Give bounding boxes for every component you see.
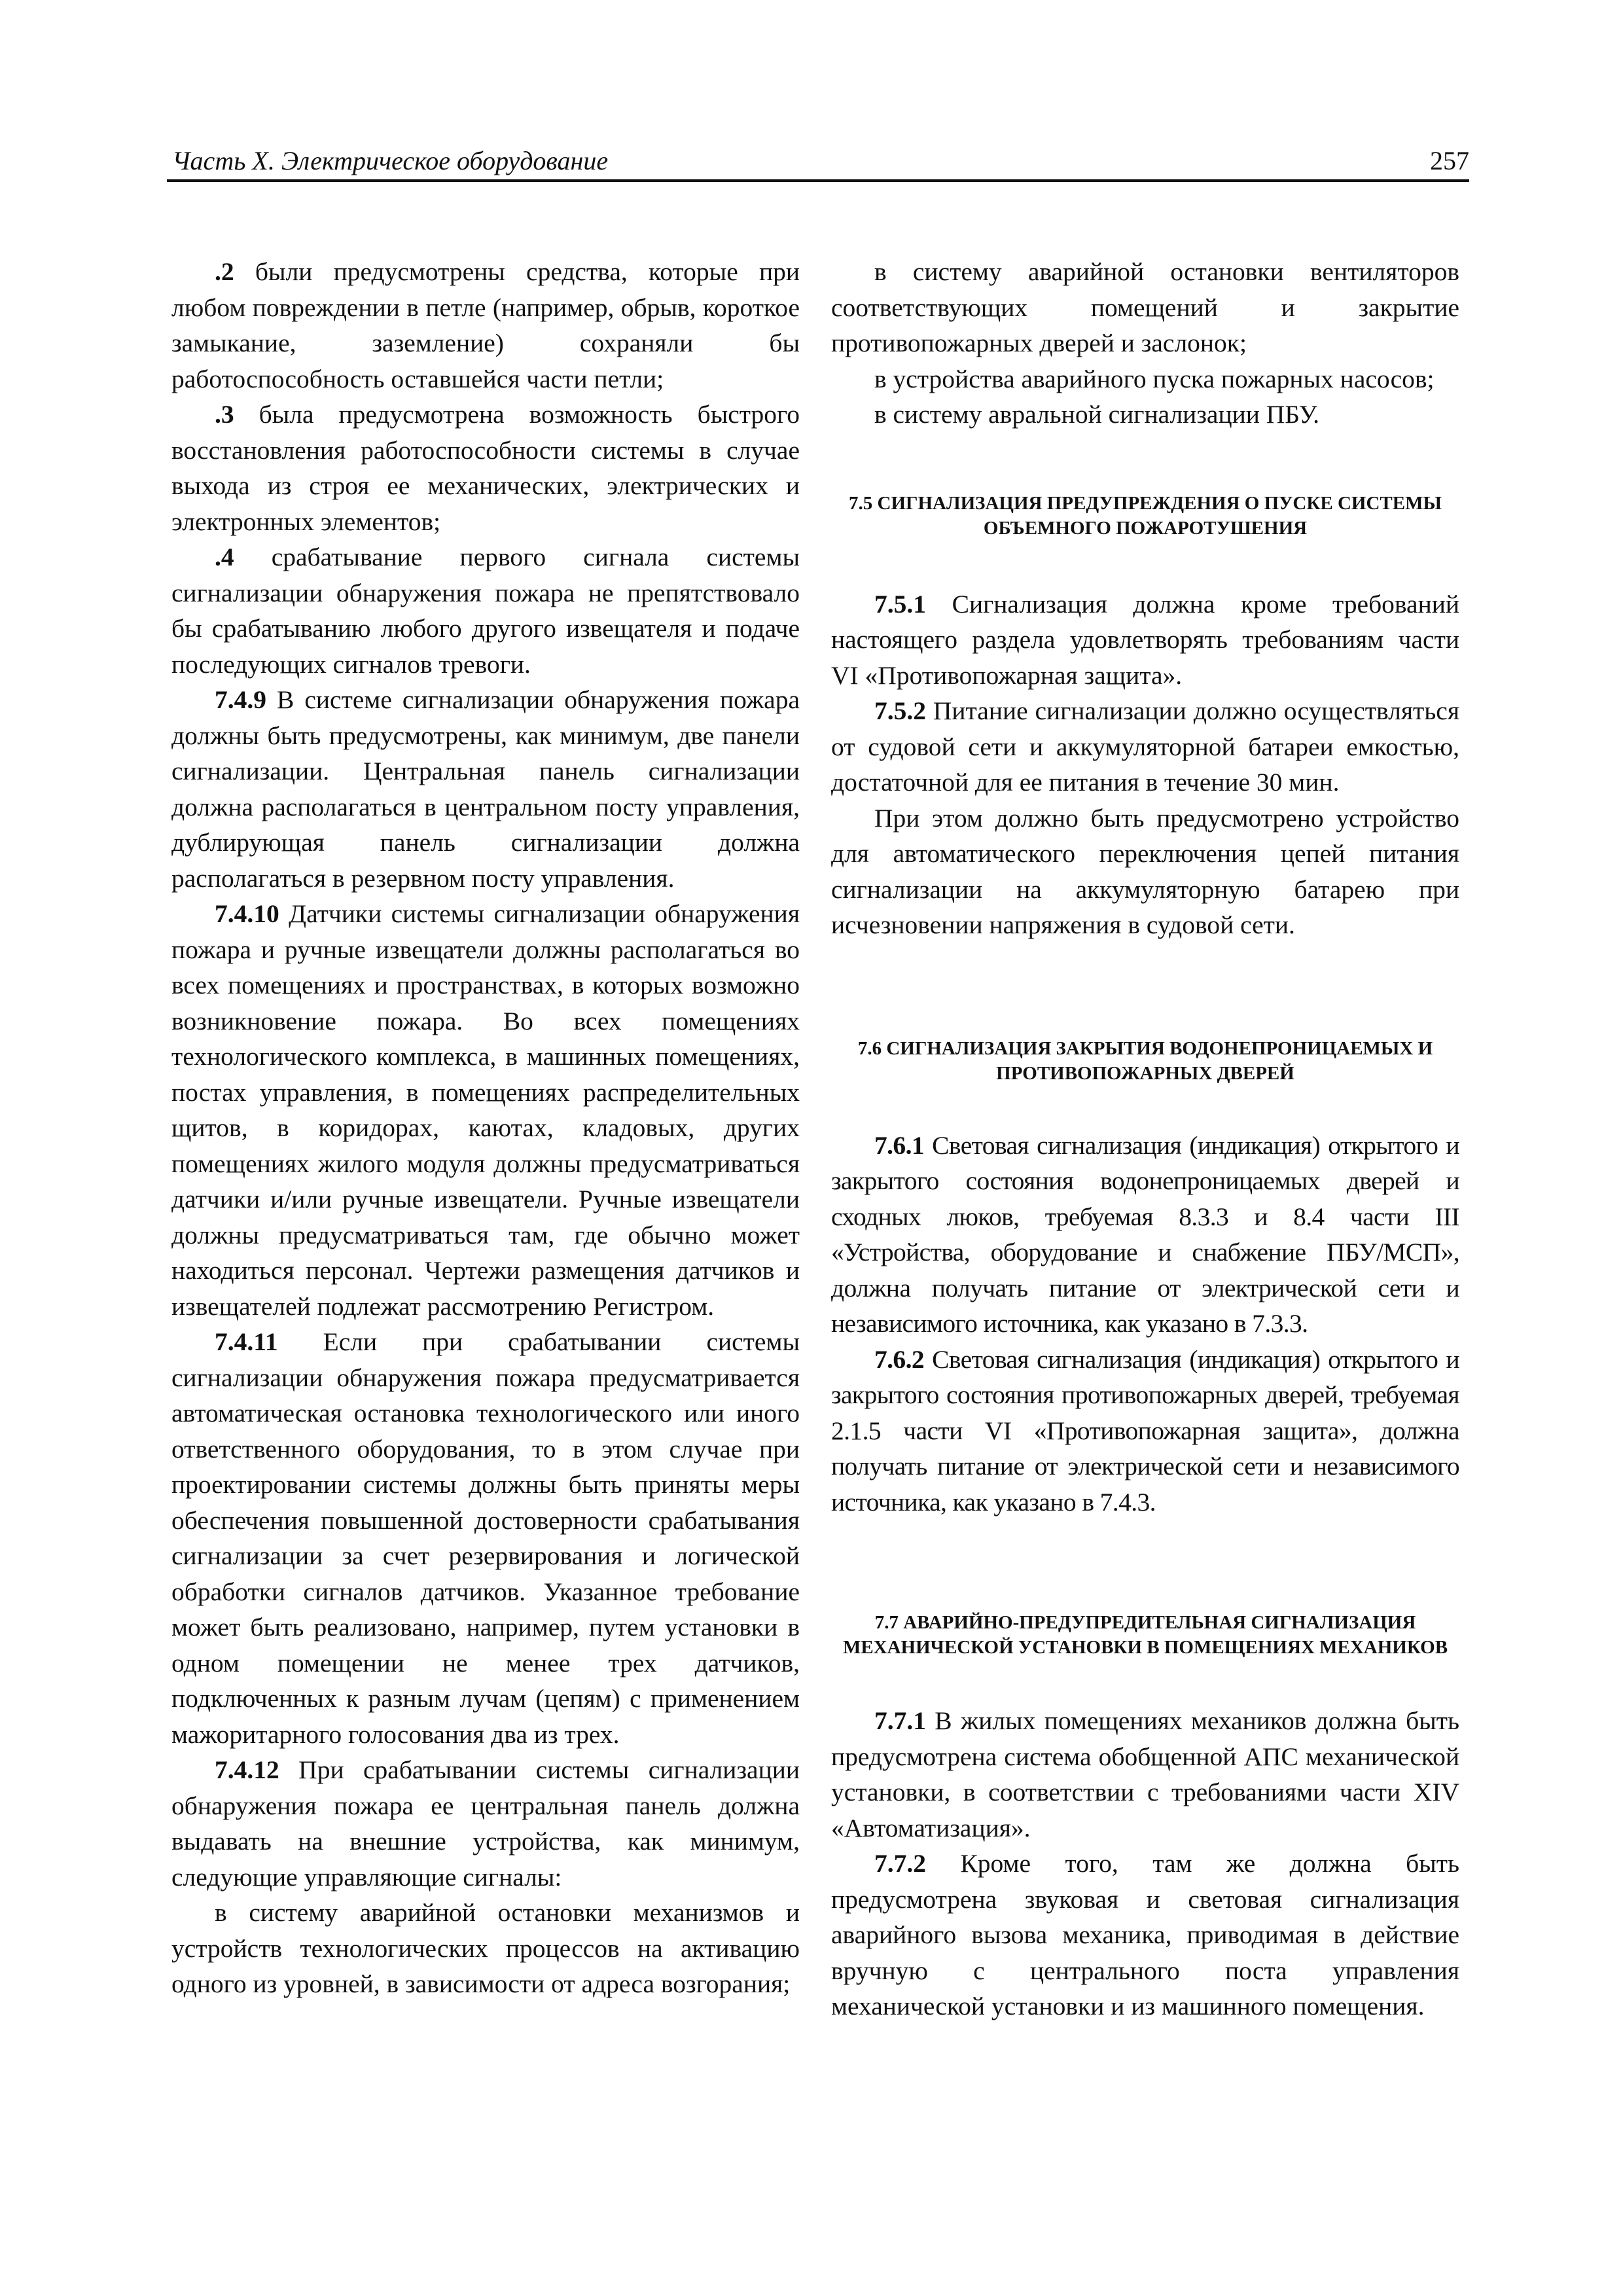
paragraph: в систему аварийной остановки механизмов и устройств технологических процессов на активацию одного из уровней, в зависимости от адреса возгорания; — [171, 1898, 800, 1998]
paragraph — [171, 896, 800, 1324]
paragraph — [171, 397, 800, 539]
paragraph — [831, 1703, 1459, 1846]
section-number: 7.4.9 — [215, 685, 266, 714]
paragraph — [171, 1752, 800, 1895]
section-number: 7.5.2 — [874, 696, 926, 725]
section-heading-7-6: 7.6 СИГНАЛИЗАЦИЯ ЗАКРЫТИЯ ВОДОНЕПРОНИЦАЕМЫХ И ПРОТИВОПОЖАРНЫХ ДВЕРЕЙ — [857, 1037, 1433, 1084]
paragraph: При этом должно быть предусмотрено устройство для автоматического переключения цепей питания сигнализации на аккумуляторную батарею при исчезновении напряжения в судовой сети. — [831, 803, 1459, 939]
item-number: .3 — [215, 400, 234, 429]
paragraph — [831, 693, 1459, 800]
paragraph — [831, 586, 1459, 694]
paragraph-text: Световая сигнализация (индикация) открытого и закрытого состояния противопожарных дверей, требуемая 2.1.5 части VI «Противопожарная защита», должна получать питание от электрической сети и независимого источника, как указано в 7.4.3. — [831, 1344, 1459, 1516]
paragraph — [171, 1324, 800, 1752]
item-number: .4 — [215, 543, 234, 571]
paragraph-text: Питание сигнализации должно осуществляться от судовой сети и аккумуляторной батареи емкостью, достаточной для ее питания в течение 30 мин. — [831, 696, 1459, 797]
section-number: 7.4.11 — [215, 1327, 278, 1356]
paragraph-text: При срабатывании системы сигнализации обнаружения пожара ее центральная панель должна выдавать на внешние устройства, как минимум, следующие управляющие сигналы: — [171, 1755, 800, 1892]
paragraph — [171, 254, 800, 397]
paragraph — [831, 1846, 1459, 2024]
section-number: 7.7.2 — [874, 1849, 926, 1878]
section-number: 7.4.10 — [215, 899, 279, 928]
paragraph: в устройства аварийного пуска пожарных насосов; — [874, 364, 1435, 393]
paragraph: в систему авральной сигнализации ПБУ. — [874, 400, 1319, 429]
paragraph-text: были предусмотрены средства, которые при любом повреждении в петле (например, обрыв, короткое замыкание, заземление) сохраняли бы работоспособность оставшейся части петли; — [171, 257, 800, 393]
running-header — [167, 145, 1469, 179]
section-number: 7.4.12 — [215, 1755, 279, 1784]
section-heading-7-5: 7.5 СИГНАЛИЗАЦИЯ ПРЕДУПРЕЖДЕНИЯ О ПУСКЕ СИСТЕМЫ ОБЪЕМНОГО ПОЖАРОТУШЕНИЯ — [849, 492, 1442, 539]
paragraph — [831, 1342, 1459, 1520]
paragraph-text: В жилых помещениях механиков должна быть предусмотрена система обобщенной АПС механической установки, в соответствии с требованиями части XIV «Автоматизация». — [831, 1706, 1459, 1842]
section-number: 7.6.1 — [874, 1130, 925, 1160]
paragraph — [831, 1128, 1459, 1342]
paragraph-text: Если при срабатывании системы сигнализации обнаружения пожара предусматривается автоматическая остановка технологического или иного ответственного оборудования, то в этом случае при проектировании системы должны быть приняты меры обеспечения повышенной достоверности срабатывания сигнализации за счет резервирования и логической обработки сигналов датчиков. Указанное требование может быть реализовано, например, путем установки в одном помещении не менее трех датчиков, подключенных к разным лучам (цепям) с применением мажоритарного голосования два из трех. — [171, 1327, 800, 1749]
item-number: .2 — [215, 257, 234, 286]
right-column — [831, 254, 1459, 2024]
paragraph-text: Датчики системы сигнализации обнаружения пожара и ручные извещатели должны располагаться во всех помещениях и пространствах, в которых возможно возникновение пожара. Во всех помещениях технологического комплекса, в машинных помещениях, постах управления, в помещениях распределительных щитов, в коридорах, каютах, кладовых, других помещениях жилого модуля должны предусматриваться датчики и/или ручные извещатели. Ручные извещатели должны предусматриваться там, где обычно может находиться персонал. Чертежи размещения датчиков и извещателей подлежат рассмотрению Регистром. — [171, 899, 800, 1321]
paragraph-text: Световая сигнализация (индикация) открытого и закрытого состояния водонепроницаемых дверей и сходных люков, требуемая 8.3.3 и 8.4 части III «Устройства, оборудование и снабжение ПБУ/МСП», должна получать питание от электрической сети и независимого источника, как указано в 7.3.3. — [831, 1130, 1459, 1338]
paragraph-text: В системе сигнализации обнаружения пожара должны быть предусмотрены, как минимум, две панели сигнализации. Центральная панель сигнализации должна располагаться в центральном посту управления, дублирующая панель сигнализации должна располагаться в резервном посту управления. — [171, 685, 800, 893]
left-column — [171, 254, 800, 2002]
section-number: 7.7.1 — [874, 1706, 926, 1735]
paragraph-text: Кроме того, там же должна быть предусмотрена звуковая и световая сигнализация аварийного вызова механика, приводимая в действие вручную с центрального поста управления механической установки и из машинного помещения. — [831, 1849, 1459, 2020]
paragraph-text: Сигнализация должна кроме требований настоящего раздела удовлетворять требованиям части VI «Противопожарная защита». — [831, 589, 1459, 690]
paragraph-text: была предусмотрена возможность быстрого восстановления работоспособности системы в случае выхода из строя ее механических, электрических и электронных элементов; — [171, 400, 800, 536]
header-rule — [167, 179, 1469, 182]
paragraph: в систему аварийной остановки вентиляторов соответствующих помещений и закрытие противопожарных дверей и заслонок; — [831, 257, 1459, 357]
running-title: Часть X. Электрическое оборудование — [172, 146, 609, 175]
paragraph — [171, 539, 800, 682]
paragraph-text: срабатывание первого сигнала системы сигнализации обнаружения пожара не препятствовало бы срабатыванию любого другого извещателя и подаче последующих сигналов тревоги. — [171, 543, 800, 679]
section-number: 7.6.2 — [874, 1344, 925, 1374]
paragraph — [171, 682, 800, 896]
section-heading-7-7: 7.7 АВАРИЙНО-ПРЕДУПРЕДИТЕЛЬНАЯ СИГНАЛИЗАЦИЯ МЕХАНИЧЕСКОЙ УСТАНОВКИ В ПОМЕЩЕНИЯХ МЕХАНИКОВ — [842, 1612, 1448, 1658]
section-number: 7.5.1 — [874, 589, 926, 619]
page-number: 257 — [1430, 146, 1469, 175]
